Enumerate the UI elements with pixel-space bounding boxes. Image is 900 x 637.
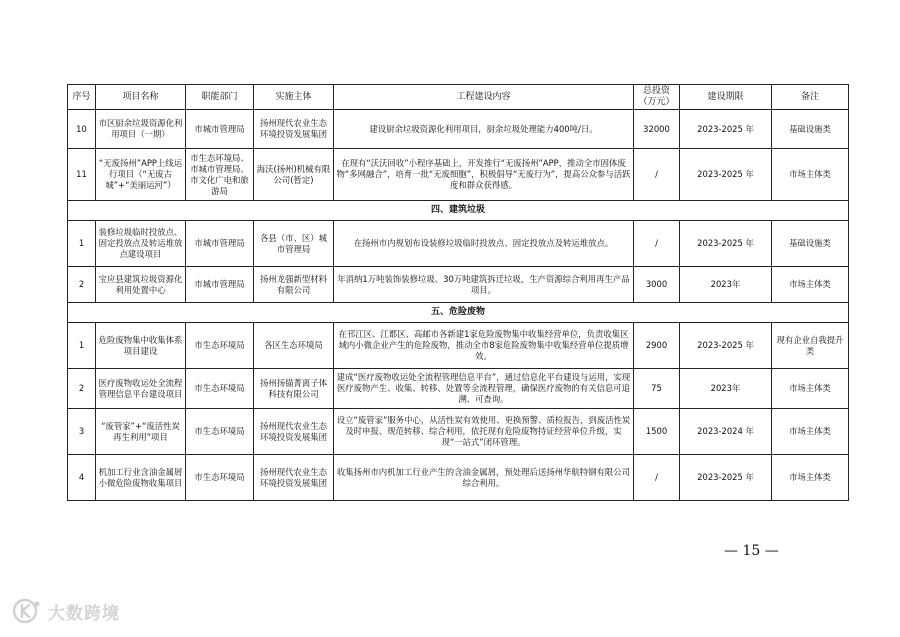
cell-period: 2023-2025 年 [680,110,772,149]
cell-entity: 扬州龙强新型材料有限公司 [254,267,334,303]
cell-content: 在邗江区、江都区、高邮市各新建1家危险废物集中收集经营单位，负责收集区域内小微企业产生的危险废物，推动全市8家危险废物集中收集经营单位提质增效。 [334,323,634,369]
watermark-text: 大数跨境 [48,603,120,624]
cell-entity: 扬州现代农业生态环境投资发展集团 [254,409,334,455]
cell-name: “无废扬州”APP上线运行项目（“无废古城”+“美丽运河”） [96,149,186,201]
cell-note: 市场主体类 [772,369,849,409]
section-title: 四、建筑垃圾 [68,201,849,221]
cell-invest: 32000 [634,110,680,149]
cell-note: 基础设施类 [772,110,849,149]
table-row [68,110,849,149]
cell-dept: 市生态环境局 [186,409,254,455]
cell-period: 2023-2025 年 [680,323,772,369]
cell-invest: 3000 [634,267,680,303]
cell-note: 基础设施类 [772,221,849,267]
cell-dept: 市生态环境局 [186,323,254,369]
project-table [67,84,849,501]
cell-dept: 市生态环境局、市城市管理局、市文化广电和旅游局 [186,149,254,201]
table-row [68,221,849,267]
cell-name: “废管家”+“废活性炭再生利用”项目 [96,409,186,455]
cell-no: 2 [68,267,96,303]
cell-no: 4 [68,455,96,501]
table-row [68,149,849,201]
cell-period: 2023年 [680,369,772,409]
cell-no: 1 [68,221,96,267]
cell-no: 10 [68,110,96,149]
cell-content: 建成“医疗废物收运处全流程管理信息平台”，通过信息化平台建设与运用，实现医疗废物产生、收集、转移、处置等全流程管理，确保医疗废物的有关信息可追溯、可查询。 [334,369,634,409]
cell-period: 2023-2025 年 [680,221,772,267]
page-number: — 15 — [724,543,779,559]
cell-dept: 市城市管理局 [186,221,254,267]
cell-name: 医疗废物收运处全流程管理信息平台建设项目 [96,369,186,409]
cell-entity: 各县（市、区）城市管理局 [254,221,334,267]
cell-no: 3 [68,409,96,455]
cell-invest: / [634,149,680,201]
column-header: 建设期限 [680,85,772,110]
watermark [12,598,120,624]
cell-invest: / [634,455,680,501]
table-row [68,455,849,501]
cell-content: 年消纳1万吨装饰装修垃圾、30万吨建筑拆迁垃圾，生产资源综合利用再生产品项目。 [334,267,634,303]
cell-entity: 扬州现代农业生态环境投资发展集团 [254,455,334,501]
table-row [68,267,849,303]
column-header: 项目名称 [96,85,186,110]
cell-dept: 市生态环境局 [186,455,254,501]
section-row [68,201,849,221]
cell-name: 机加工行业含油金属屑小微危险废物收集项目 [96,455,186,501]
column-header: 序号 [68,85,96,110]
cell-note: 市场主体类 [772,149,849,201]
cell-period: 2023-2025 年 [680,149,772,201]
cell-content: 在扬州市内规划布设装修垃圾临时投放点、固定投放点及转运堆放点。 [334,221,634,267]
table-row [68,323,849,369]
column-header: 实施主体 [254,85,334,110]
cell-content: 收集扬州市内机加工行业产生的含油金属屑，预处理后送扬州华航特钢有限公司综合利用。 [334,455,634,501]
column-header: 备注 [772,85,849,110]
cell-note: 市场主体类 [772,267,849,303]
cell-entity: 扬州扬锚菁离子体科技有限公司 [254,369,334,409]
cell-invest: / [634,221,680,267]
cell-note: 市场主体类 [772,409,849,455]
table-row [68,409,849,455]
table-row [68,369,849,409]
section-title: 五、危险废物 [68,303,849,323]
cell-content: 建设厨余垃圾资源化利用项目，厨余垃圾处理能力400吨/日。 [334,110,634,149]
k-logo-icon [12,598,42,624]
section-row [68,303,849,323]
cell-invest: 1500 [634,409,680,455]
cell-content: 设立“废管家”服务中心，从活性炭有效使用、更换预警、质检报告，到废活性炭及时申报、规范转移、综合利用，依托现有危险废物持证经营单位升级，实现“一站式”闭环管理。 [334,409,634,455]
cell-note: 现有企业自我提升类 [772,323,849,369]
cell-name: 装修垃圾临时投放点、固定投放点及转运堆放点建设项目 [96,221,186,267]
cell-note: 市场主体类 [772,455,849,501]
cell-content: 在现有“沃沃回收”小程序基础上，开发推行“无废扬州”APP，推动全市固体废物“多网融合”，培育一批“无废细胞”，积极倡导“无废行为”，提高公众参与活跃度和群众获得感。 [334,149,634,201]
cell-name: 危险废物集中收集体系项目建设 [96,323,186,369]
column-header: 职能部门 [186,85,254,110]
cell-entity: 各区生态环境局 [254,323,334,369]
cell-period: 2023-2024 年 [680,409,772,455]
cell-period: 2023年 [680,267,772,303]
cell-period: 2023-2025 年 [680,455,772,501]
cell-no: 2 [68,369,96,409]
cell-entity: 扬州现代农业生态环境投资发展集团 [254,110,334,149]
cell-dept: 市生态环境局 [186,369,254,409]
cell-name: 市区厨余垃圾资源化利用项目（一期） [96,110,186,149]
cell-invest: 75 [634,369,680,409]
cell-invest: 2900 [634,323,680,369]
cell-name: 宝应县建筑垃圾资源化利用处置中心 [96,267,186,303]
table-header-row [68,85,849,110]
cell-no: 1 [68,323,96,369]
cell-no: 11 [68,149,96,201]
cell-dept: 市城市管理局 [186,267,254,303]
cell-entity: 海沃(扬州)机械有限公司(暂定) [254,149,334,201]
column-header: 总投资 （万元） [634,85,680,110]
column-header: 工程建设内容 [334,85,634,110]
cell-dept: 市城市管理局 [186,110,254,149]
